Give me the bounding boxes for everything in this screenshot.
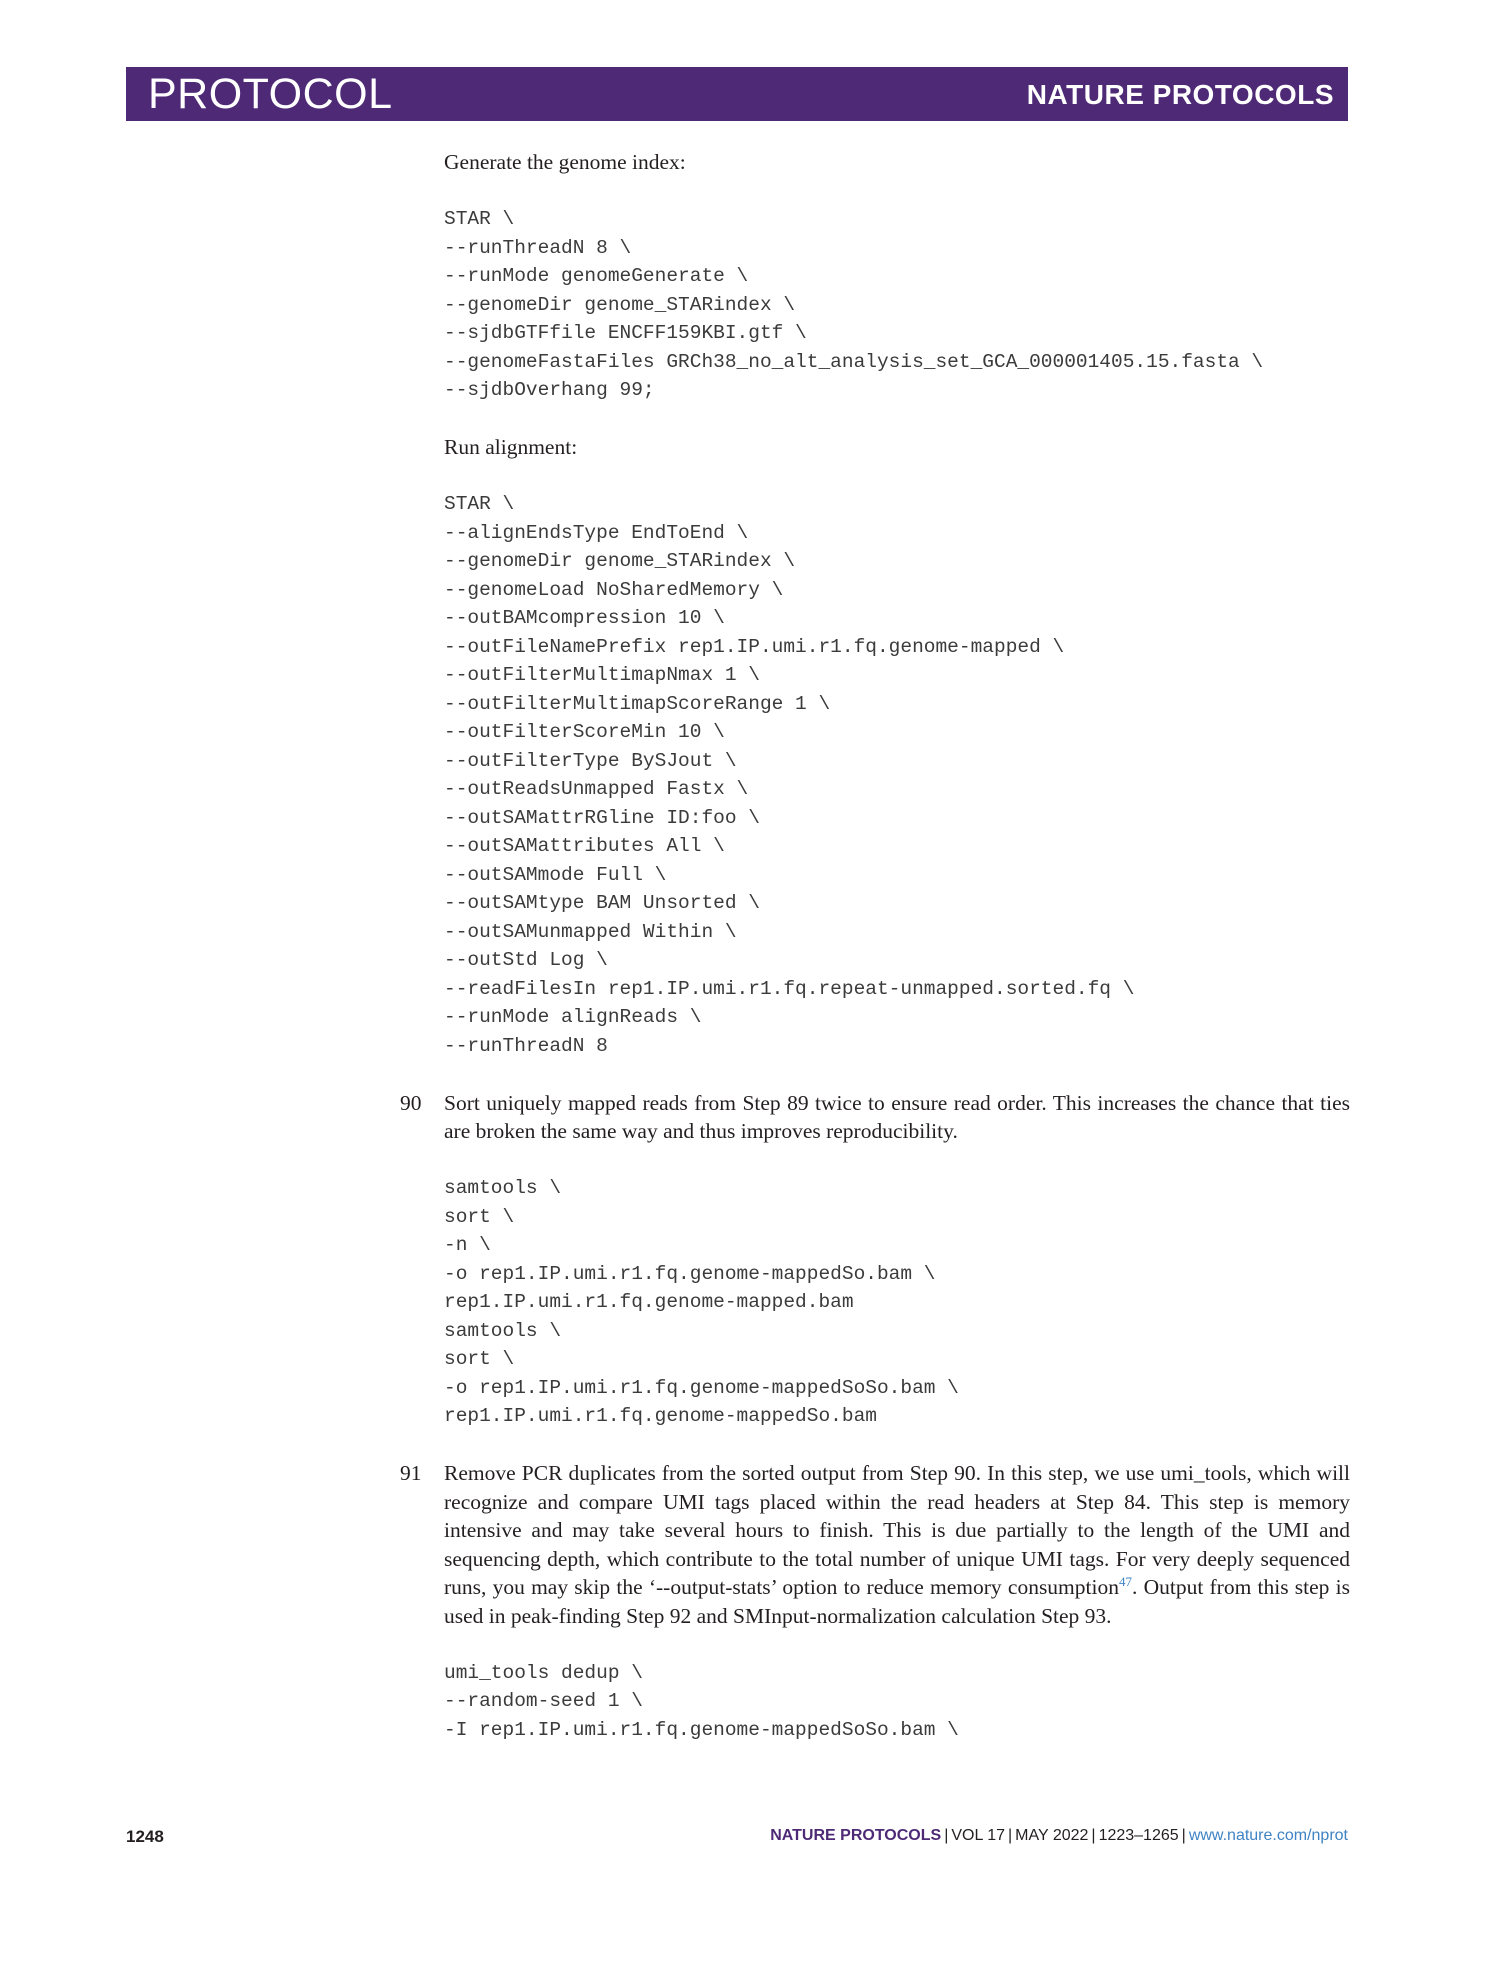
step-text-main: Remove PCR duplicates from the sorted output from Step 90. In this step, we use umi_tools, which will recognize and compare UMI tags placed within the read headers at Step 84. This step is memory intensive and may take several hours to finish. This is due partially to the length of the UMI and sequencing depth, which contribute to the total number of unique UMI tags. For very deeply sequenced runs, you may skip the ‘--output-stats’ option to reduce memory consumption bbox=[444, 1461, 1350, 1599]
step-text-tail: . Output from this step is used in peak-finding Step 92 and SMInput-normalization calculation Step 93. bbox=[444, 1575, 1350, 1628]
footer-date: MAY 2022 bbox=[1015, 1827, 1089, 1844]
journal-label: NATURE PROTOCOLS bbox=[1026, 79, 1334, 110]
footer-volume: VOL 17 bbox=[951, 1827, 1006, 1844]
citation-line: NATURE PROTOCOLS | VOL 17 | MAY 2022 | 1223–1265 | www.nature.com/nprot bbox=[770, 1827, 1348, 1844]
footer-journal: NATURE PROTOCOLS bbox=[770, 1827, 942, 1844]
step-text: Sort uniquely mapped reads from Step 89 twice to ensure read order. This increases the chance that ties are broken the same way and thus improves reproducibility. bbox=[444, 1090, 1350, 1143]
page-number: 1248 bbox=[126, 1827, 164, 1846]
page-body bbox=[400, 148, 1350, 1744]
alignment-code: STAR \ --alignEndsType EndToEnd \ --genomeDir genome_STARindex \ --genomeLoad NoSharedMemory \ --outBAMcompression 10 \ --outFileNamePrefix rep1.IP.umi.r1.fq.genome-mapped \ --outFilterMultimapNmax 1 \ --outFilterMultimapScoreRange 1 \ --outFilterScoreMin 10 \ --outFilterType BySJout \ --outReadsUnmapped Fastx \ --outSAMattrRGline ID:foo \ --outSAMattributes All \ --outSAMmode Full \ --outSAMtype BAM Unsorted \ --outSAMunmapped Within \ --outStd Log \ --readFilesIn rep1.IP.umi.r1.fq.repeat-unmapped.sorted.fq \ --runMode alignReads \ --runThreadN 8 bbox=[444, 493, 1135, 1057]
genome-index-code: STAR \ --runThreadN 8 \ --runMode genomeGenerate \ --genomeDir genome_STARindex \ --sjdbGTFfile ENCFF159KBI.gtf \ --genomeFastaFiles GRCh38_no_alt_analysis_set_GCA_000001405.15.fasta \ --sjdbOverhang 99; bbox=[444, 208, 1264, 401]
section-label: PROTOCOL bbox=[148, 70, 393, 118]
step-number: 91 bbox=[400, 1461, 422, 1485]
step-91-code: umi_tools dedup \ --random-seed 1 \ -I rep1.IP.umi.r1.fq.genome-mappedSoSo.bam \ bbox=[444, 1661, 959, 1741]
header-banner bbox=[126, 67, 1348, 121]
genome-index-intro: Generate the genome index: bbox=[444, 150, 686, 174]
step-91 bbox=[400, 1459, 1350, 1630]
page-footer bbox=[126, 1827, 1348, 1855]
alignment-intro: Run alignment: bbox=[444, 435, 578, 459]
step-text bbox=[444, 1459, 1350, 1630]
step-90 bbox=[400, 1089, 1350, 1146]
footer-url[interactable]: www.nature.com/nprot bbox=[1188, 1827, 1348, 1844]
step-90-code: samtools \ sort \ -n \ -o rep1.IP.umi.r1.fq.genome-mappedSo.bam \ rep1.IP.umi.r1.fq.genome-mapped.bam samtools \ sort \ -o rep1.IP.umi.r1.fq.genome-mappedSoSo.bam \ rep1.IP.umi.r1.fq.genome-mappedSo.bam bbox=[444, 1177, 959, 1427]
step-number: 90 bbox=[400, 1090, 422, 1115]
reference-link[interactable]: 47 bbox=[1118, 1573, 1132, 1589]
footer-pages: 1223–1265 bbox=[1098, 1827, 1179, 1844]
